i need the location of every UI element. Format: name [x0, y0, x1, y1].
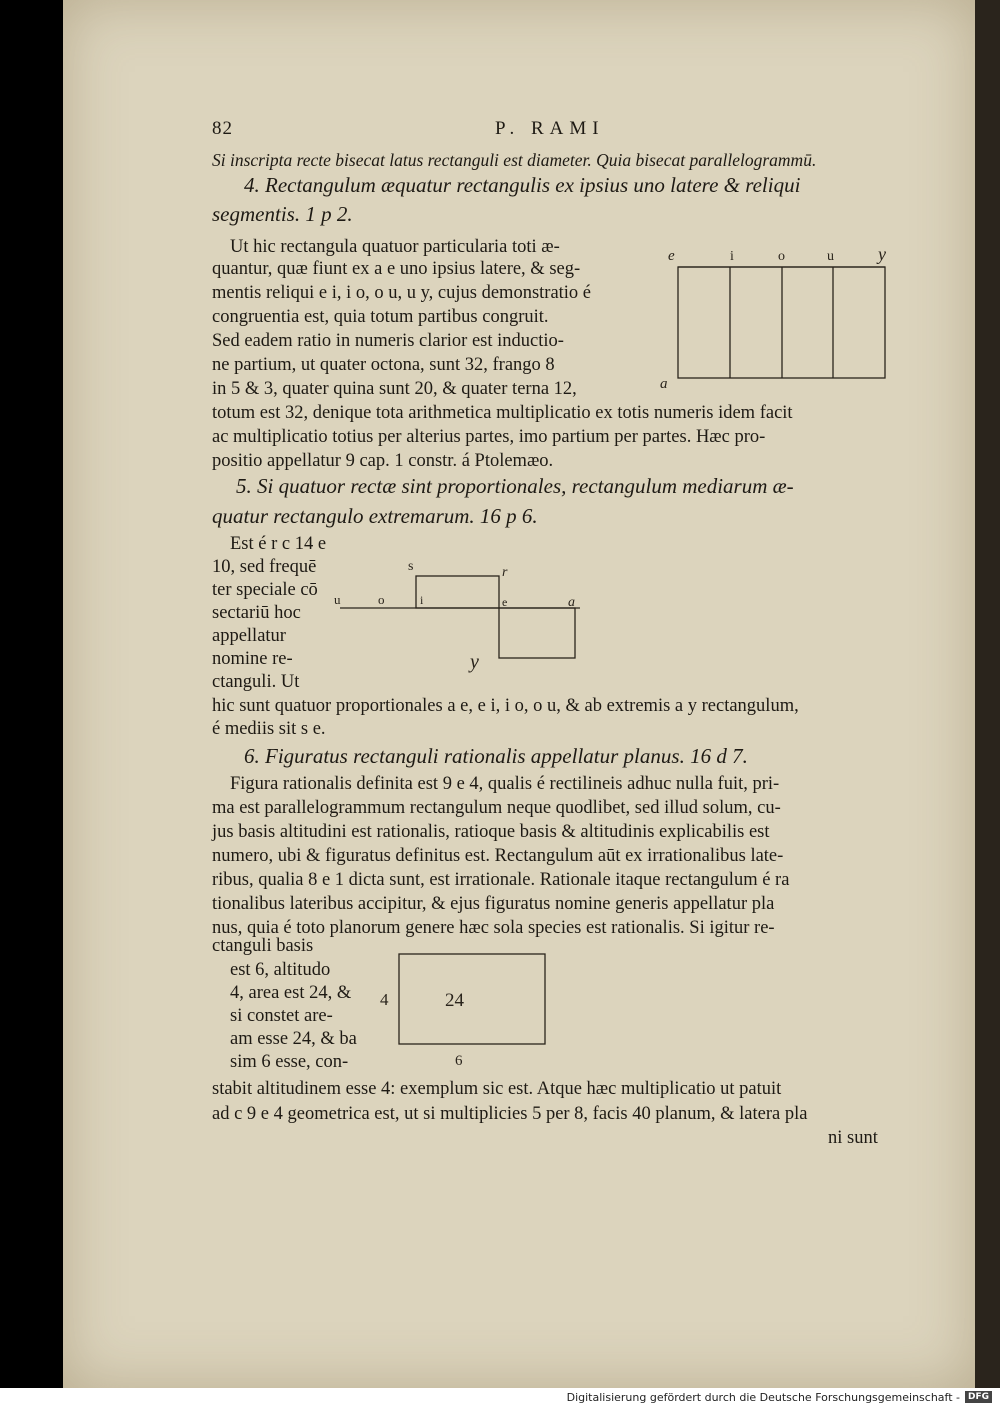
- text-line: est 6, altitudo: [230, 960, 331, 980]
- text-line: congruentia est, quia totum partibus congruit.: [212, 307, 549, 327]
- text-line: 4, area est 24, &: [230, 983, 352, 1003]
- text-line: tionalibus lateribus accipitur, & ejus figuratus nomine generis appellatur pla: [212, 894, 775, 914]
- running-title: P. RAMI: [495, 118, 605, 139]
- text-line: nomine re-: [212, 649, 293, 669]
- fig1-label: a: [660, 376, 668, 392]
- dfg-logo: DFG: [965, 1391, 992, 1403]
- fig2-label: e: [502, 595, 508, 609]
- text-line: ac multiplicatio totius per alterius partes, imo partium per partes. Hæc pro-: [212, 427, 766, 447]
- fig2-label: a: [568, 595, 575, 610]
- fig1-label: o: [778, 249, 785, 264]
- text-line: hic sunt quatuor proportionales a e, e i, i o, o u, & ab extremis a y rectangulum,: [212, 696, 799, 716]
- text-line: 10, sed frequē: [212, 557, 317, 577]
- book-page: [63, 0, 975, 1388]
- text-line: positio appellatur 9 cap. 1 constr. á Ptolemæo.: [212, 451, 554, 471]
- text-line: totum est 32, denique tota arithmetica multiplicatio ex totis numeris idem facit: [212, 403, 793, 423]
- text-line: jus basis altitudini est rationalis, ratioque basis & altitudinis explicabilis est: [212, 822, 770, 842]
- text-line: Ut hic rectangula quatuor particularia toti æ-: [230, 237, 560, 257]
- text-line: é mediis sit s e.: [212, 719, 326, 739]
- text-line: ctanguli. Ut: [212, 672, 300, 692]
- figure-area-rectangle: [375, 948, 565, 1073]
- text-line: am esse 24, & ba: [230, 1029, 357, 1049]
- text-line: sectariū hoc: [212, 603, 301, 623]
- text-line: ad c 9 e 4 geometrica est, ut si multiplicies 5 per 8, facis 40 planum, & latera pla: [212, 1104, 808, 1124]
- fig2-label: y: [470, 651, 479, 673]
- text-line: Sed eadem ratio in numeris clarior est inductio-: [212, 331, 564, 351]
- fig2-label: u: [334, 592, 341, 607]
- footer-credit: Digitalisierung gefördert durch die Deutsche Forschungsgemeinschaft -: [566, 1391, 960, 1404]
- text-line: numero, ubi & figuratus definitus est. Rectangulum aūt ex irrationalibus late-: [212, 846, 784, 866]
- text-line: ter speciale cō: [212, 580, 318, 600]
- figure-divided-rectangle: [660, 240, 900, 400]
- fig2-label: o: [378, 592, 385, 607]
- fig1-label: u: [827, 249, 834, 264]
- fig3-base: 6: [455, 1053, 463, 1069]
- fig1-label: i: [730, 249, 734, 264]
- fig1-label: e: [668, 248, 675, 264]
- fig1-label: y: [878, 244, 886, 264]
- text-line: Si inscripta recte bisecat latus rectanguli est diameter. Quia bisecat parallelogrammū.: [212, 150, 817, 170]
- fig3-height: 4: [380, 990, 389, 1009]
- text-line: ribus, qualia 8 e 1 dicta sunt, est irrationale. Rationale itaque rectangulum é ra: [212, 870, 790, 890]
- page-number: 82: [212, 118, 233, 139]
- text-line: mentis reliqui e i, i o, o u, u y, cujus demonstratio é: [212, 283, 592, 303]
- text-line: appellatur: [212, 626, 286, 646]
- text-line: ctanguli basis: [212, 936, 314, 956]
- footer-bar: [0, 1388, 1000, 1408]
- text-line: ne partium, ut quater octona, sunt 32, frango 8: [212, 355, 555, 375]
- proposition-heading: segmentis. 1 p 2.: [212, 202, 353, 226]
- fig2-label: s: [408, 559, 414, 574]
- text-line: stabit altitudinem esse 4: exemplum sic est. Atque hæc multiplicatio ut patuit: [212, 1079, 782, 1099]
- text-line: quantur, quæ fiunt ex a e uno ipsius latere, & seg-: [212, 259, 581, 279]
- proposition-heading: 6. Figuratus rectanguli rationalis appellatur planus. 16 d 7.: [244, 744, 748, 768]
- book-spine: [975, 0, 1000, 1388]
- text-line: si constet are-: [230, 1006, 333, 1026]
- text-line: nus, quia é toto planorum genere hæc sola species est rationalis. Si igitur re-: [212, 918, 775, 938]
- fig3-area: 24: [445, 990, 464, 1011]
- proposition-heading: quatur rectangulo extremarum. 16 p 6.: [212, 504, 538, 528]
- figure-proportional-rectangles: [330, 560, 590, 680]
- text-line: in 5 & 3, quater quina sunt 20, & quater terna 12,: [212, 379, 577, 399]
- fig2-label: i: [420, 593, 424, 607]
- text-line: Figura rationalis definita est 9 e 4, qualis é rectilineis adhuc nulla fuit, pri-: [230, 774, 780, 794]
- proposition-heading: 5. Si quatuor rectæ sint proportionales, rectangulum mediarum æ-: [236, 474, 794, 498]
- fig2-label: r: [502, 565, 508, 580]
- text-line: ma est parallelogrammum rectangulum neque quodlibet, sed illud solum, cu-: [212, 798, 781, 818]
- text-line: sim 6 esse, con-: [230, 1052, 349, 1072]
- text-line: ni sunt: [828, 1128, 878, 1148]
- proposition-heading: 4. Rectangulum æquatur rectangulis ex ipsius uno latere & reliqui: [244, 173, 801, 197]
- text-line: Est é r c 14 e: [230, 534, 327, 554]
